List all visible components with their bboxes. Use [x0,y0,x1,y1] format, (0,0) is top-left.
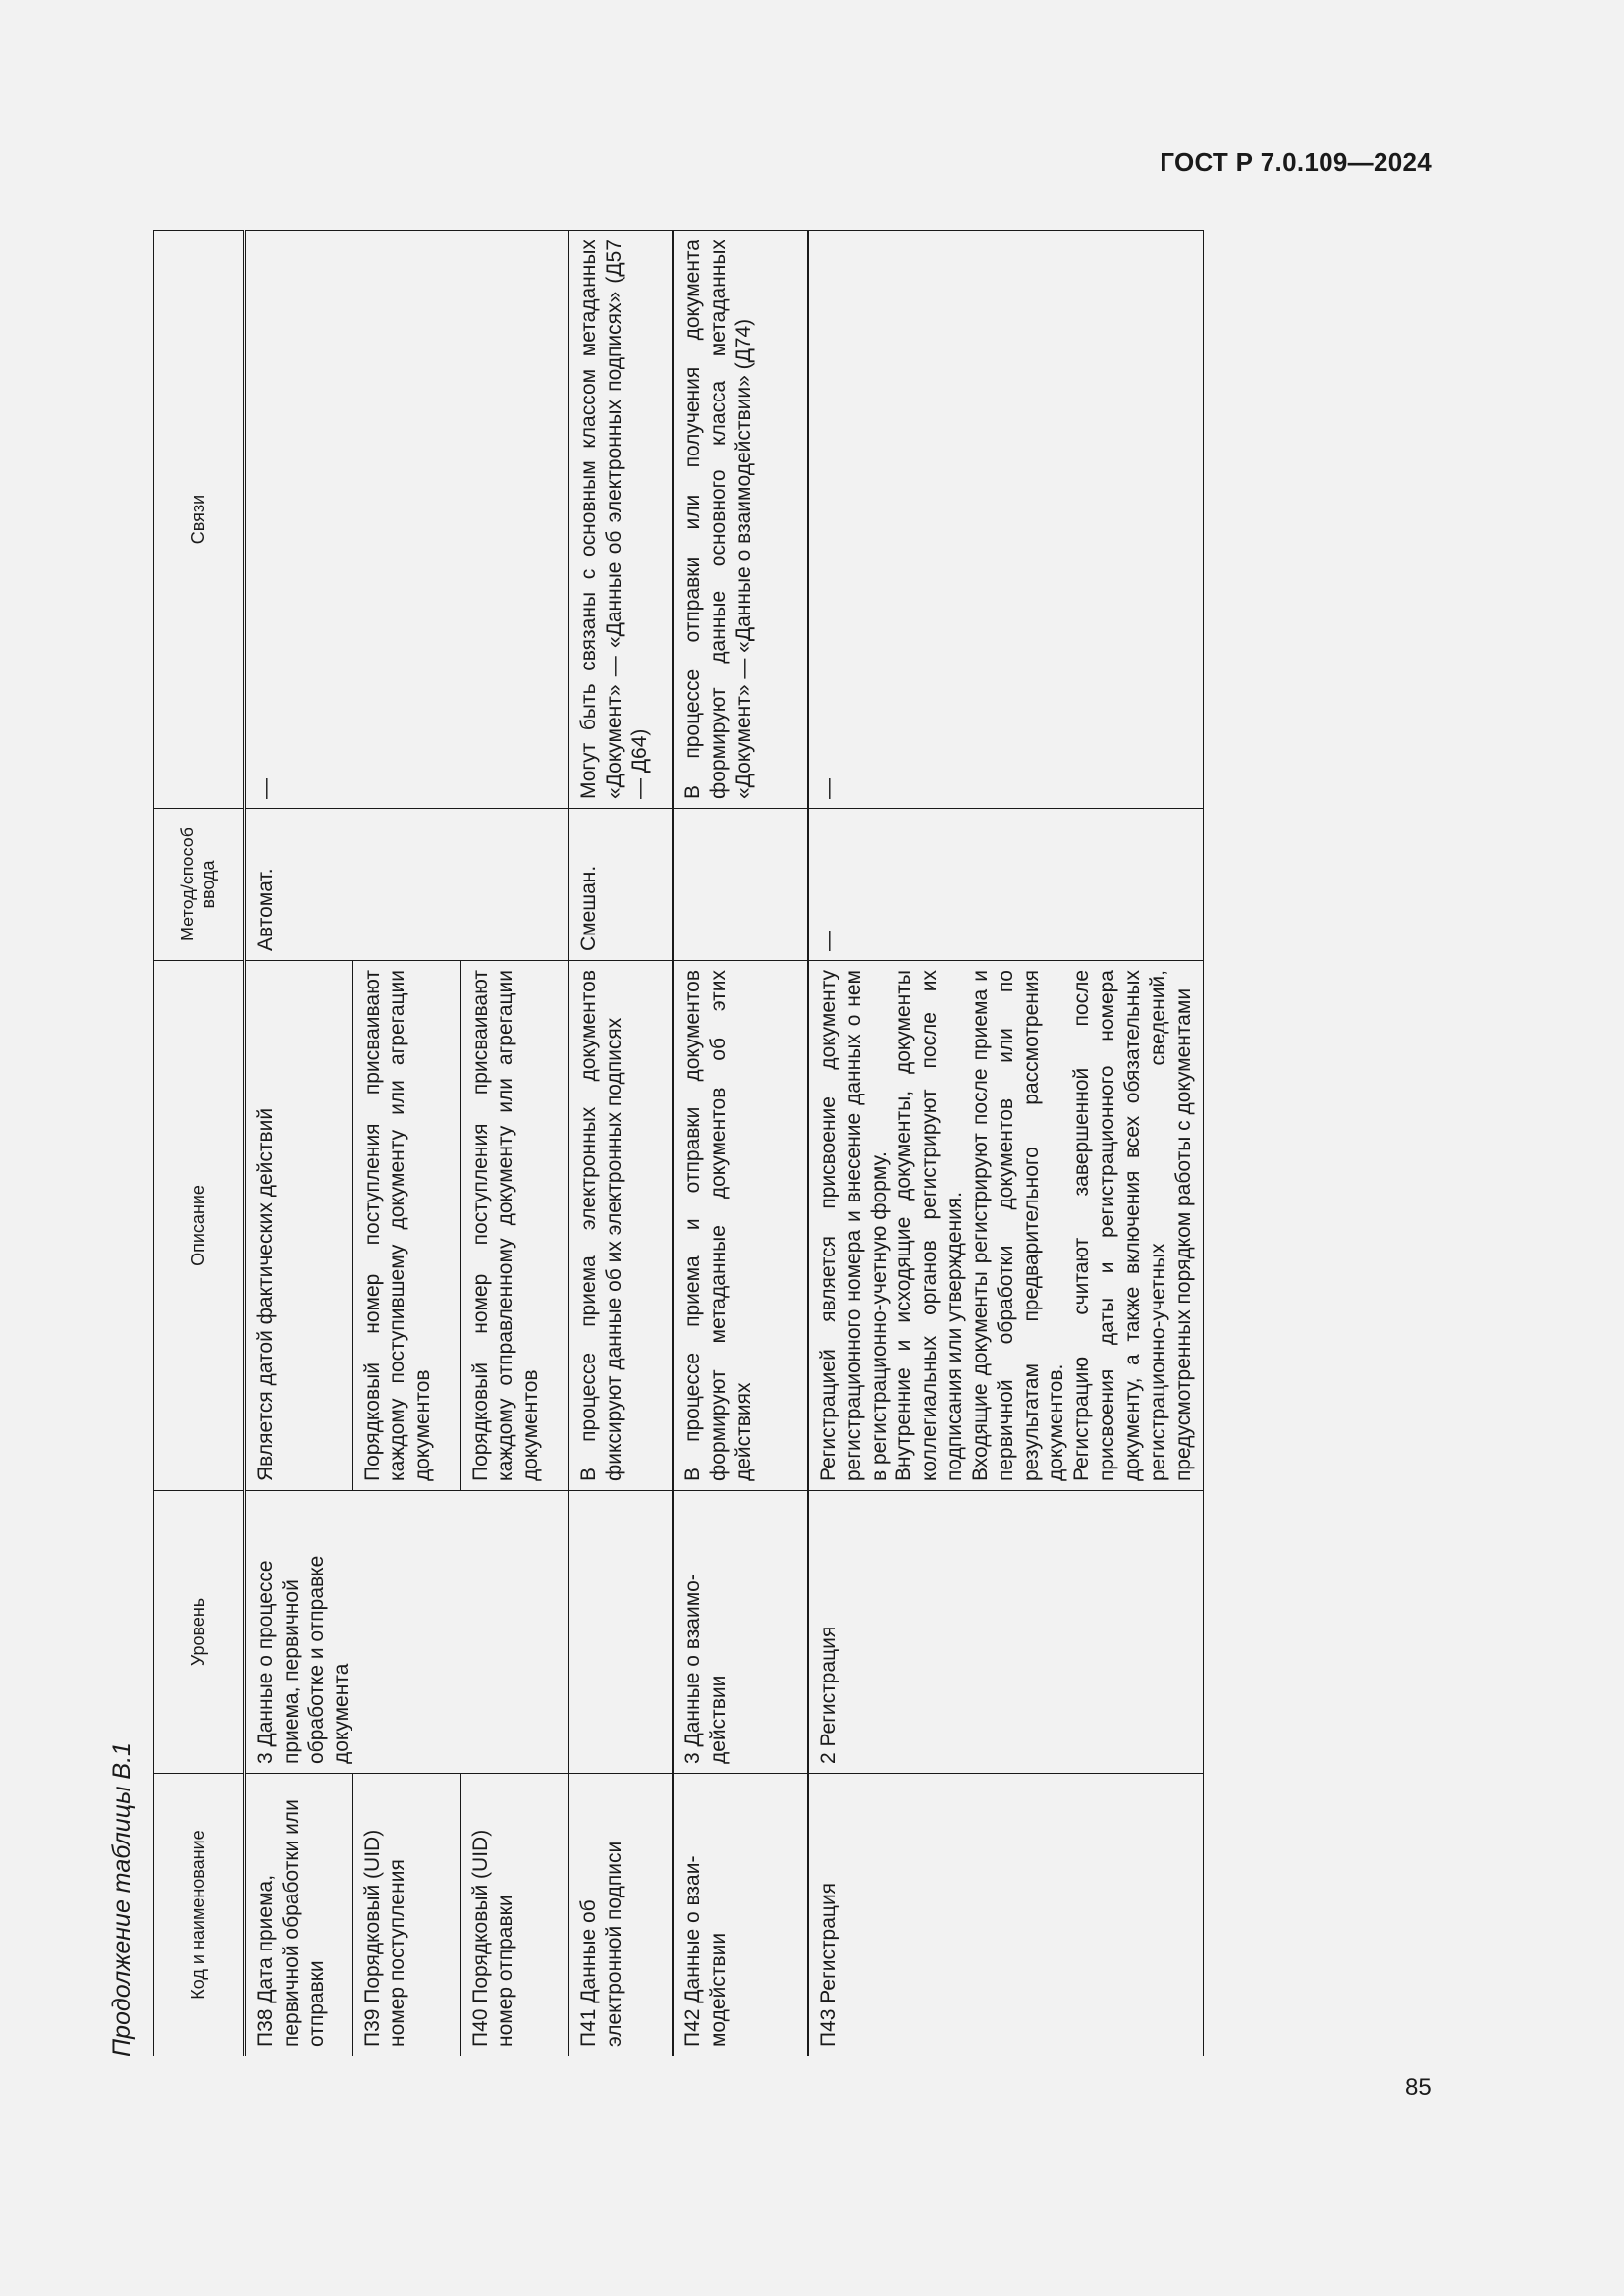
cell-method: — [808,809,1204,961]
cell-code: П43 Регистрация [808,1774,1204,2056]
cell-method-empty [673,809,808,961]
cell-description: В процессе приема электронных документов фиксируют данные об их электронных подписях [568,961,673,1491]
cell-method: Автомат. [244,809,568,961]
cell-description: Порядковый номер поступления присваивают каждому отправленному документу или агрегации документов [460,961,568,1491]
table-header-row [154,231,245,2056]
cell-level: 3 Данные о процессе приема, первичной обработке и отправке документа [244,1491,568,1774]
cell-description: Является датой фактических действий [244,961,352,1491]
cell-description: Порядковый номер поступления присваивают каждому поступившему документу или агрегации документов [352,961,460,1491]
cell-links: — [244,231,568,809]
column-header-code: Код и наименование [154,1774,245,2056]
table-row [673,231,808,2056]
cell-links: В процессе отправки или получения документа формируют данные основного класса метаданных «Документ» — «Данные о взаимодействии» (Д74) [673,231,808,809]
cell-code: П41 Данные об электронной подписи [568,1774,673,2056]
cell-description: В процессе приема и отправки документов формируют метаданные документов об этих действиях [673,961,808,1491]
description-paragraph: Регистрацией является присвоение документу регистрационного номера и внесение данных о нем в регистрационно-учетную форму. [817,970,891,1481]
column-header-level: Уровень [154,1491,245,1774]
standard-designation: ГОСТ Р 7.0.109—2024 [1160,147,1432,177]
description-paragraph: Регистрацию считают завершенной после присвоения даты и регистрационного номера документу, а также включения всех обязательных регистрационно-учетных сведений, предусмотренных порядком работы с документами [1070,970,1195,1481]
cell-description [808,961,1204,1491]
table-caption: Продолжение таблицы В.1 [108,1742,135,2056]
table-row [568,231,673,2056]
metadata-table [153,230,1204,2056]
table-row [244,231,352,2056]
description-paragraph: Входящие документы регистрируют после приема и первичной обработки документов или по результатам предварительного рассмотрения документов. [968,970,1068,1481]
description-paragraph: Внутренние и исходящие документы, документы коллегиальных органов регистрируют после их подписания или утверждения. [893,970,967,1481]
column-header-description: Описание [154,961,245,1491]
cell-code: П42 Данные о взаимодействии [673,1774,808,2056]
cell-level: 3 Данные о взаимодействии [673,1491,808,1774]
rotated-table-block [108,231,1335,2056]
column-header-links: Связи [154,231,245,809]
cell-method: Смешан. [568,809,673,961]
column-header-method: Метод/способ ввода [154,809,245,961]
page-number: 85 [1405,2074,1432,2101]
table-row [808,231,1204,2056]
cell-links: — [808,231,1204,809]
cell-code: П40 Порядковый (UID) номер отправки [460,1774,568,2056]
cell-level-empty [568,1491,673,1774]
cell-links: Могут быть связаны с основным классом метаданных «Документ» — «Данные об электронных подписях» (Д57 — Д64) [568,231,673,809]
cell-code: П38 Дата приема, первичной обработки или отправки [244,1774,352,2056]
cell-level: 2 Регистрация [808,1491,1204,1774]
cell-code: П39 Порядковый (UID) номер поступления [352,1774,460,2056]
